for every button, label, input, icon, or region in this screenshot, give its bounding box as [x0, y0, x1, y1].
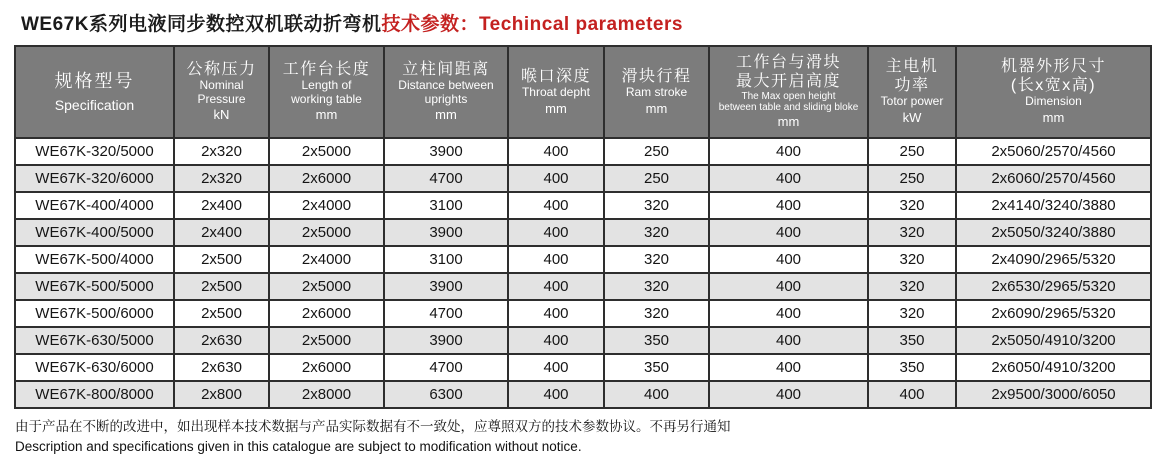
value-cell: 320 [604, 246, 709, 273]
value-cell: 3900 [384, 327, 508, 354]
table-row [15, 381, 1151, 408]
spec-model-cell: WE67K-320/5000 [15, 138, 174, 165]
header-cell-3 [269, 46, 384, 138]
value-cell: 400 [709, 381, 868, 408]
table-row [15, 354, 1151, 381]
header-label-en: Specification [54, 97, 135, 114]
header-label-cn: 工作台长度 [282, 60, 371, 78]
table-row [15, 273, 1151, 300]
header-label-en: Totor power [880, 94, 944, 109]
table-row [15, 219, 1151, 246]
header-label-en: Pressure [197, 91, 246, 106]
technical-parameters-table [14, 45, 1152, 409]
value-cell: 3100 [384, 246, 508, 273]
value-cell: 400 [508, 138, 604, 165]
header-label-cn: 立柱间距离 [402, 60, 490, 78]
header-unit: mm [777, 114, 800, 130]
value-cell: 2x6060/2570/4560 [956, 165, 1151, 192]
header-label-cn: 主电机 [885, 57, 939, 75]
value-cell: 2x5000 [269, 273, 384, 300]
value-cell: 2x500 [174, 246, 269, 273]
value-cell: 400 [508, 192, 604, 219]
header-label-cn: 喉口深度 [520, 67, 591, 85]
spec-model-cell: WE67K-500/4000 [15, 246, 174, 273]
value-cell: 4700 [384, 354, 508, 381]
value-cell: 350 [604, 354, 709, 381]
header-label-en: Nominal [199, 77, 244, 92]
value-cell: 6300 [384, 381, 508, 408]
value-cell: 4700 [384, 300, 508, 327]
header-label-en: The Max open height [741, 91, 836, 103]
table-row [15, 327, 1151, 354]
value-cell: 250 [604, 138, 709, 165]
value-cell: 320 [868, 300, 956, 327]
header-label-cn: 滑块行程 [621, 67, 692, 85]
value-cell: 2x320 [174, 165, 269, 192]
value-cell: 2x5000 [269, 138, 384, 165]
value-cell: 2x6050/4910/3200 [956, 354, 1151, 381]
value-cell: 2x320 [174, 138, 269, 165]
value-cell: 3900 [384, 138, 508, 165]
spec-model-cell: WE67K-500/6000 [15, 300, 174, 327]
header-cell-2 [174, 46, 269, 138]
value-cell: 400 [709, 273, 868, 300]
spec-model-cell: WE67K-320/6000 [15, 165, 174, 192]
footer-note [15, 417, 1156, 456]
value-cell: 320 [604, 219, 709, 246]
spec-model-cell: WE67K-800/8000 [15, 381, 174, 408]
value-cell: 320 [604, 300, 709, 327]
header-label-en: uprights [424, 91, 468, 106]
value-cell: 400 [508, 354, 604, 381]
header-label-en: working table [291, 91, 362, 106]
header-label-en: between table and sliding bloke [718, 102, 859, 114]
value-cell: 400 [508, 327, 604, 354]
value-cell: 400 [868, 381, 956, 408]
header-unit: mm [645, 100, 668, 116]
header-label-en: Dimension [1025, 94, 1082, 109]
value-cell: 400 [508, 300, 604, 327]
spec-model-cell: WE67K-500/5000 [15, 273, 174, 300]
table-row [15, 246, 1151, 273]
header-cell-5 [508, 46, 604, 138]
value-cell: 4700 [384, 165, 508, 192]
value-cell: 250 [868, 138, 956, 165]
value-cell: 2x8000 [269, 381, 384, 408]
header-label-en: Distance between [398, 77, 494, 92]
value-cell: 250 [604, 165, 709, 192]
value-cell: 400 [709, 219, 868, 246]
value-cell: 2x400 [174, 192, 269, 219]
value-cell: 350 [868, 354, 956, 381]
header-label-cn: (长x宽x高) [1010, 77, 1097, 95]
value-cell: 2x6000 [269, 165, 384, 192]
value-cell: 2x5050/3240/3880 [956, 219, 1151, 246]
spec-model-cell: WE67K-630/6000 [15, 354, 174, 381]
header-cell-6 [604, 46, 709, 138]
value-cell: 350 [868, 327, 956, 354]
value-cell: 2x630 [174, 354, 269, 381]
value-cell: 2x630 [174, 327, 269, 354]
value-cell: 400 [709, 246, 868, 273]
value-cell: 2x6090/2965/5320 [956, 300, 1151, 327]
value-cell: 320 [868, 192, 956, 219]
page-title [21, 9, 1156, 36]
spec-model-cell: WE67K-630/5000 [15, 327, 174, 354]
title-model-text: WE67K系列电液同步数控双机联动折弯机 [21, 14, 382, 35]
value-cell: 3900 [384, 219, 508, 246]
header-unit: mm [1042, 110, 1065, 126]
title-parameters-text: 技术参数：Techincal parameters [381, 14, 683, 35]
header-unit: kW [902, 110, 922, 126]
value-cell: 2x500 [174, 300, 269, 327]
table-row [15, 138, 1151, 165]
value-cell: 3100 [384, 192, 508, 219]
value-cell: 400 [709, 300, 868, 327]
spec-model-cell: WE67K-400/5000 [15, 219, 174, 246]
value-cell: 320 [868, 273, 956, 300]
value-cell: 2x4000 [269, 246, 384, 273]
header-label-en: Throat depht [521, 84, 591, 99]
table-row [15, 192, 1151, 219]
spec-model-cell: WE67K-400/4000 [15, 192, 174, 219]
header-unit: mm [545, 100, 567, 116]
value-cell: 400 [709, 354, 868, 381]
value-cell: 2x4140/3240/3880 [956, 192, 1151, 219]
value-cell: 2x4000 [269, 192, 384, 219]
value-cell: 400 [508, 219, 604, 246]
value-cell: 400 [508, 273, 604, 300]
value-cell: 350 [604, 327, 709, 354]
value-cell: 400 [709, 165, 868, 192]
value-cell: 400 [709, 138, 868, 165]
header-label-cn: 公称压力 [186, 60, 257, 78]
value-cell: 320 [868, 219, 956, 246]
header-cell-9 [956, 46, 1151, 138]
value-cell: 2x6530/2965/5320 [956, 273, 1151, 300]
value-cell: 400 [508, 246, 604, 273]
table-body [15, 138, 1151, 408]
header-cell-8 [868, 46, 956, 138]
header-label-en: Ram stroke [625, 84, 688, 99]
value-cell: 3900 [384, 273, 508, 300]
header-unit: mm [315, 107, 338, 123]
header-cell-1 [15, 46, 174, 138]
value-cell: 2x4090/2965/5320 [956, 246, 1151, 273]
footer-note-en: Description and specifications given in this catalogue are subject to modification without notice. [15, 438, 582, 454]
value-cell: 250 [868, 165, 956, 192]
value-cell: 2x6000 [269, 300, 384, 327]
header-label-en: Length of [301, 77, 352, 92]
value-cell: 2x500 [174, 273, 269, 300]
header-label-cn: 机器外形尺寸 [1000, 57, 1106, 75]
value-cell: 2x6000 [269, 354, 384, 381]
value-cell: 400 [709, 192, 868, 219]
value-cell: 320 [604, 273, 709, 300]
value-cell: 400 [508, 381, 604, 408]
header-unit: mm [435, 107, 457, 123]
value-cell: 400 [709, 327, 868, 354]
value-cell: 2x5000 [269, 327, 384, 354]
value-cell: 400 [508, 165, 604, 192]
header-label-cn: 工作台与滑块 [735, 53, 841, 71]
value-cell: 2x400 [174, 219, 269, 246]
value-cell: 2x5050/4910/3200 [956, 327, 1151, 354]
header-label-cn: 规格型号 [54, 70, 135, 91]
footer-note-cn: 由于产品在不断的改进中，如出现样本技术数据与产品实际数据有不一致处，应尊照双方的技术参数协议。不再另行通知 [15, 419, 731, 434]
value-cell: 320 [604, 192, 709, 219]
value-cell: 2x5060/2570/4560 [956, 138, 1151, 165]
header-label-cn: 功率 [894, 77, 930, 95]
value-cell: 2x9500/3000/6050 [956, 381, 1151, 408]
header-unit: kN [213, 107, 230, 123]
table-row [15, 165, 1151, 192]
header-cell-7 [709, 46, 868, 138]
value-cell: 400 [604, 381, 709, 408]
table-row [15, 300, 1151, 327]
header-label-cn: 最大开启高度 [735, 73, 841, 91]
value-cell: 320 [868, 246, 956, 273]
header-row [15, 46, 1151, 138]
value-cell: 2x800 [174, 381, 269, 408]
value-cell: 2x5000 [269, 219, 384, 246]
header-cell-4 [384, 46, 508, 138]
